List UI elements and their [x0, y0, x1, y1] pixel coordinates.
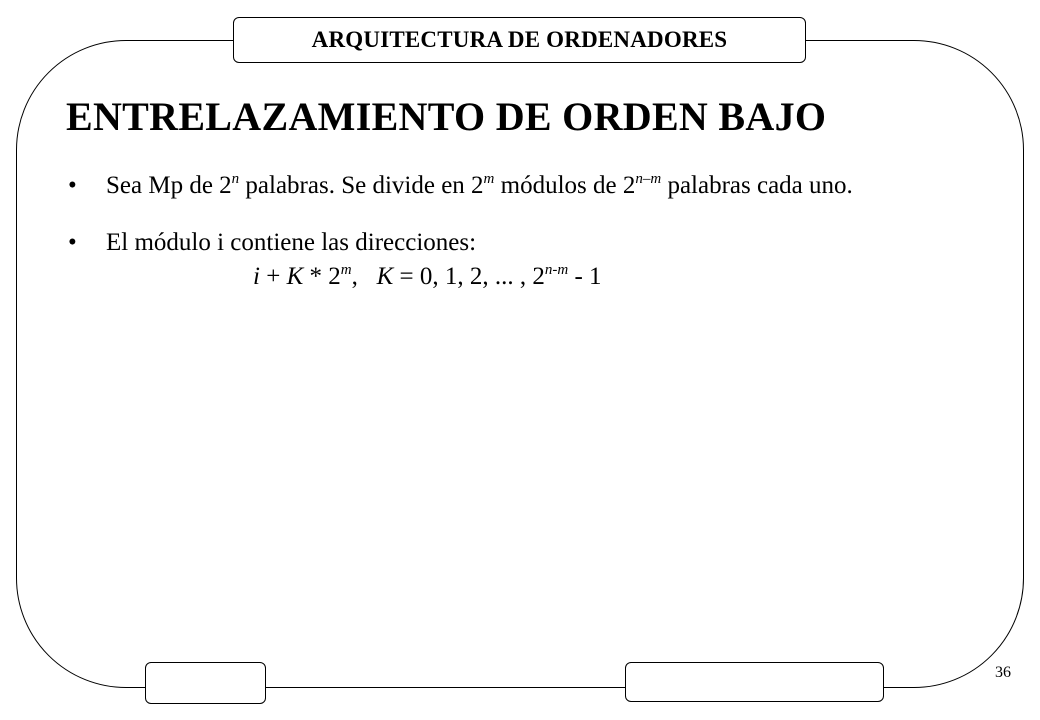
- address-formula: [106, 260, 968, 293]
- formula-segment: ,: [351, 263, 377, 290]
- formula-segment: +: [259, 263, 287, 290]
- formula-segment: = 0, 1, 2, ... , 2: [393, 263, 545, 290]
- footer-tab-right: [625, 662, 884, 702]
- formula-segment: - 1: [568, 263, 602, 290]
- bullet-item-module-addresses: [68, 225, 968, 293]
- header-tab: [233, 17, 806, 63]
- formula-segment: * 2: [303, 263, 341, 290]
- exponent-n-minus-m: n-m: [544, 262, 569, 278]
- exponent-n-minus-m: n–m: [635, 171, 662, 187]
- exponent-m: m: [340, 262, 352, 278]
- exponent-n: n: [231, 171, 240, 187]
- course-title: ARQUITECTURA DE ORDENADORES: [311, 27, 728, 52]
- text-segment: Sea Mp de 2: [106, 172, 232, 199]
- text-segment: módulos de 2: [494, 172, 636, 199]
- bullet-dot: •: [68, 229, 77, 256]
- bullet-item-definition: [68, 168, 968, 203]
- var-k: K: [376, 263, 394, 290]
- exponent-m: m: [483, 171, 495, 187]
- slide-title: ENTRELAZAMIENTO DE ORDEN BAJO: [66, 94, 827, 139]
- bullet-list: [68, 168, 968, 293]
- bullet-text: El módulo i contiene las direcciones:: [106, 229, 477, 256]
- text-segment: palabras cada uno.: [661, 172, 853, 199]
- bullet-dot: •: [68, 172, 77, 199]
- var-i: i: [253, 263, 260, 290]
- footer-tab-left: [145, 662, 266, 704]
- text-segment: palabras. Se divide en 2: [239, 172, 484, 199]
- page-number: 36: [995, 664, 1011, 681]
- var-k: K: [286, 263, 304, 290]
